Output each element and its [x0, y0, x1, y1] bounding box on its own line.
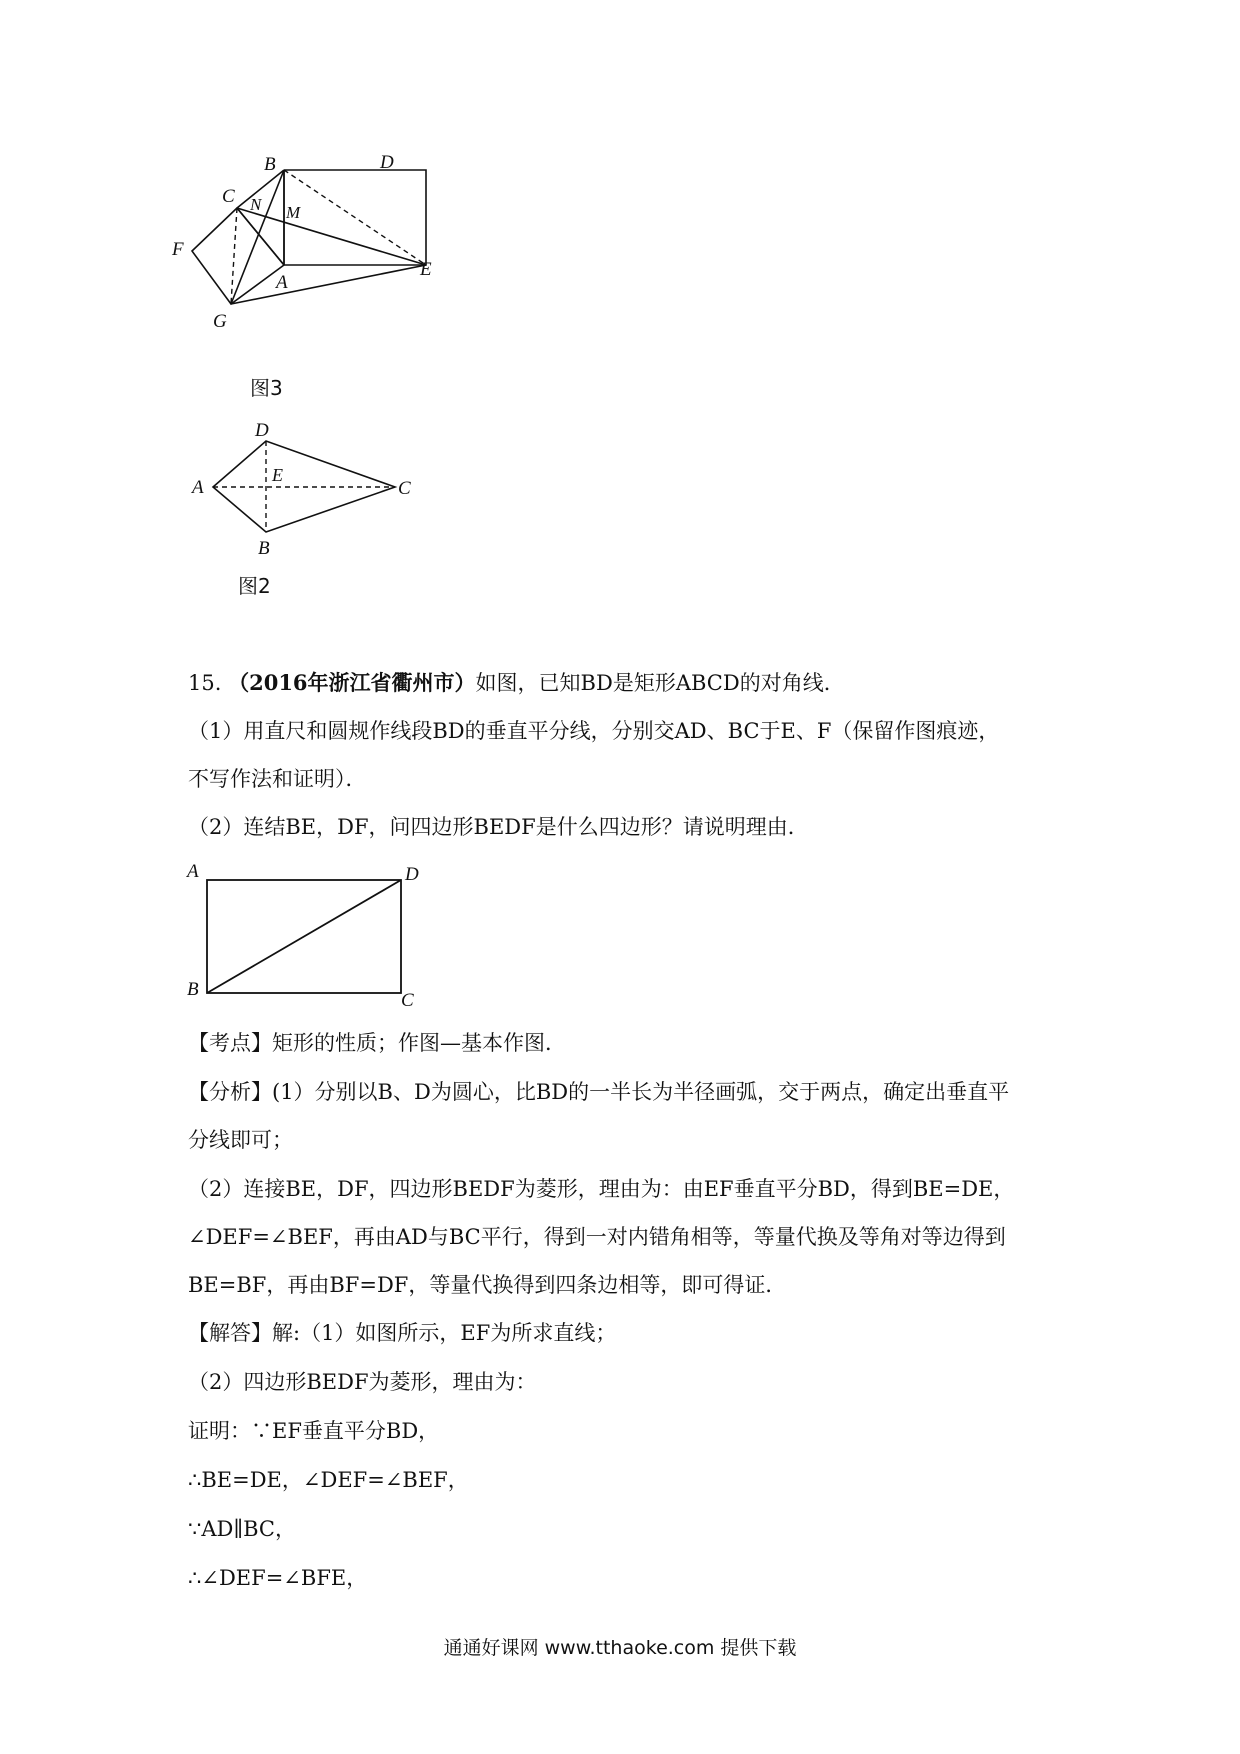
- proof-line1: 证明：∵EF垂直平分BD，: [188, 1419, 440, 1443]
- problem-number: 15.: [188, 671, 222, 695]
- page-footer: 通通好课网 www.tthaoke.com 提供下载: [443, 1637, 797, 1659]
- problem-part1-line2: 不写作法和证明）．: [188, 767, 367, 791]
- problem-stem: 如图，已知BD是矩形ABCD的对角线．: [475, 671, 845, 695]
- fenxi-tag: 【分析】: [188, 1080, 272, 1104]
- diagonal-bd: [207, 880, 401, 993]
- fenxi-line5: BE=BF，再由BF=DF，等量代换得到四条边相等，即可得证．: [188, 1273, 787, 1297]
- square-cfga: [192, 208, 284, 304]
- label-g: G: [213, 311, 227, 332]
- label-b: B: [258, 538, 270, 559]
- label-a: A: [192, 477, 204, 498]
- label-c: C: [401, 990, 414, 1011]
- jieda-text-1: 解:（1）如图所示，EF为所求直线；: [272, 1321, 617, 1345]
- label-b: B: [187, 979, 199, 1000]
- kaodian-text: 矩形的性质；作图—基本作图．: [272, 1031, 566, 1055]
- seg-ca: [237, 208, 284, 265]
- fenxi-text-1: (1）分别以B、D为圆心，比BD的一半长为半径画弧，交于两点，确定出垂直平: [272, 1080, 1010, 1104]
- kaodian-line: [188, 1028, 566, 1058]
- figure-3-diagram: [172, 152, 440, 375]
- proof-line2: ∴BE=DE，∠DEF=∠BEF，: [188, 1468, 469, 1492]
- problem-source: （2016年浙江省衢州市）: [228, 670, 476, 695]
- label-f: F: [172, 239, 184, 260]
- problem-part1-line1: （1）用直尺和圆规作线段BD的垂直平分线，分别交AD、BC于E、F（保留作图痕迹，: [188, 719, 1000, 743]
- fenxi-line1: [188, 1077, 1009, 1107]
- label-a: A: [276, 272, 288, 293]
- label-n: N: [250, 195, 262, 214]
- label-c: C: [222, 186, 235, 207]
- fenxi-line3: （2）连接BE，DF，四边形BEDF为菱形，理由为：由EF垂直平分BD，得到BE=DE，: [188, 1177, 1015, 1201]
- label-d: D: [380, 152, 394, 173]
- label-c: C: [398, 478, 411, 499]
- seg-ge: [231, 265, 426, 304]
- figure-3-caption: 图3: [250, 376, 283, 400]
- label-e: E: [420, 259, 432, 280]
- rectangle-abcd-diagram: [185, 860, 435, 1010]
- label-m: M: [286, 203, 301, 222]
- label-d: D: [405, 864, 419, 885]
- problem-part2: （2）连结BE，DF，问四边形BEDF是什么四边形？请说明理由．: [188, 815, 809, 839]
- jieda-line1: [188, 1318, 616, 1348]
- label-d: D: [255, 420, 269, 441]
- proof-line4: ∴∠DEF=∠BFE，: [188, 1566, 368, 1590]
- jieda-tag: 【解答】: [188, 1321, 272, 1345]
- figure-2-diagram: [180, 420, 430, 565]
- dashed-be: [284, 170, 426, 265]
- label-e: E: [272, 465, 283, 485]
- fenxi-line4: ∠DEF=∠BEF，再由AD与BC平行，得到一对内错角相等，等量代换及等角对等边得到: [188, 1225, 1006, 1249]
- problem-header: [188, 668, 845, 698]
- fenxi-line2: 分线即可；: [188, 1128, 293, 1152]
- figure-2-caption: 图2: [238, 574, 271, 598]
- jieda-line2: （2）四边形BEDF为菱形，理由为：: [188, 1370, 537, 1394]
- label-a: A: [187, 861, 199, 882]
- label-b: B: [264, 154, 276, 175]
- kaodian-tag: 【考点】: [188, 1031, 272, 1055]
- proof-line3: ∵AD∥BC，: [188, 1517, 296, 1541]
- seg-ce: [237, 208, 426, 265]
